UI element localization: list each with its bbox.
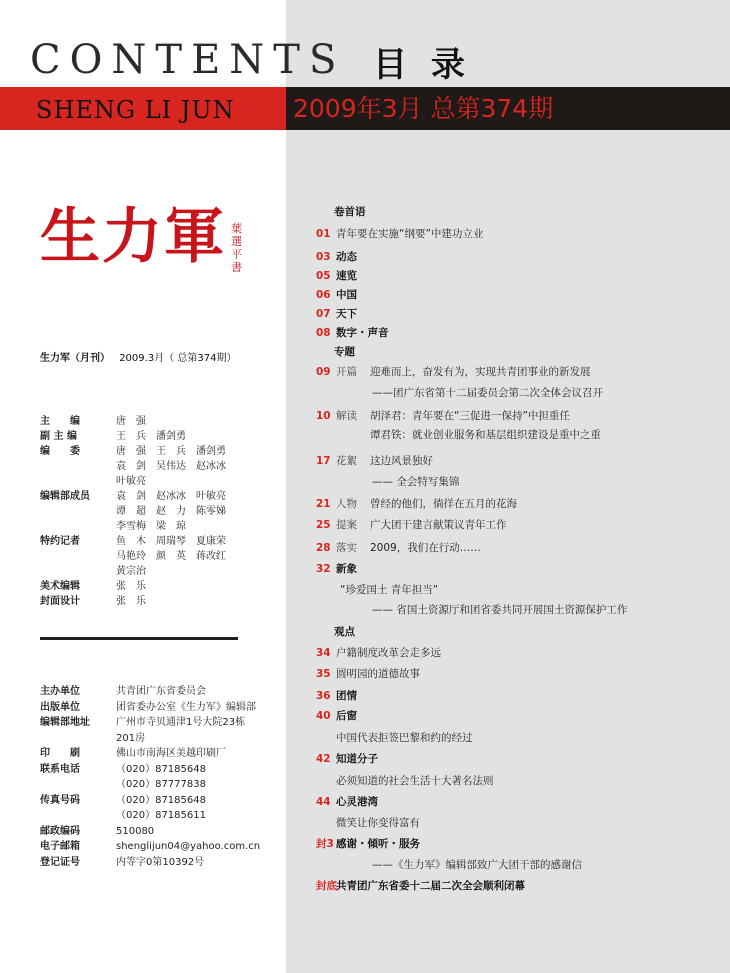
staff-name: 李雪梅 bbox=[116, 521, 146, 532]
toc-page-number: 21 bbox=[316, 498, 331, 510]
staff-name: 颜 英 bbox=[156, 551, 186, 562]
staff-name: 唐 强 bbox=[116, 416, 146, 427]
staff-name: 王 兵 bbox=[156, 446, 186, 457]
staff-name: 黄宗治 bbox=[116, 566, 146, 577]
staff-name: 袁 剑 bbox=[116, 461, 146, 472]
toc-title: 中国 bbox=[336, 289, 357, 301]
publisher-label: 电子邮箱 bbox=[40, 841, 80, 852]
toc-title: 速览 bbox=[336, 270, 357, 282]
staff-name: 赵冰冰 bbox=[196, 461, 226, 472]
toc-item bbox=[316, 454, 433, 468]
toc-sub bbox=[372, 475, 459, 489]
toc-sub bbox=[372, 858, 582, 872]
toc-title: 必须知道的社会生活十大著名法则 bbox=[336, 775, 494, 787]
staff-name: 赵 力 bbox=[156, 506, 186, 517]
toc-subtitle: —— 省国土资源厅和团省委共同开展国土资源保护工作 bbox=[372, 604, 628, 616]
contents-heading: CONTENTS bbox=[30, 37, 346, 83]
toc-item bbox=[316, 689, 357, 703]
publisher-value: （020）87777838 bbox=[116, 779, 206, 790]
publisher-value: 广州市寺贝通津1号大院23栋 bbox=[116, 717, 246, 728]
toc-page-number: 42 bbox=[316, 753, 331, 765]
toc-item bbox=[316, 227, 483, 241]
masthead-issue: 2009.3月（ 总第374期） bbox=[119, 353, 237, 364]
staff-name: 谭 超 bbox=[116, 506, 146, 517]
publisher-label: 编辑部地址 bbox=[40, 717, 90, 728]
staff-name: 周瑞琴 bbox=[156, 536, 186, 547]
toc-item bbox=[316, 250, 357, 264]
toc-item bbox=[316, 409, 570, 423]
logo-signature: 葉選平書 bbox=[231, 222, 242, 274]
staff-name: 王 兵 bbox=[116, 431, 146, 442]
toc-section-title: 观点 bbox=[334, 626, 355, 638]
staff-name: 潘剑勇 bbox=[156, 431, 186, 442]
staff-name: 梁 琼 bbox=[156, 521, 186, 532]
publisher-label: 印 刷 bbox=[40, 748, 80, 759]
staff-name: 袁 剑 bbox=[116, 491, 146, 502]
publisher-value: （020）87185648 bbox=[116, 763, 206, 775]
toc-item bbox=[316, 497, 517, 511]
toc-page-number: 32 bbox=[316, 563, 331, 575]
toc-item bbox=[316, 646, 441, 660]
toc-cont bbox=[336, 731, 473, 745]
staff-name: 吴伟达 bbox=[156, 461, 186, 472]
toc-item bbox=[316, 752, 378, 766]
toc-item bbox=[316, 288, 357, 302]
toc-quote: “珍爱国土 青年担当” bbox=[340, 584, 439, 596]
toc-section-title: 卷首语 bbox=[334, 206, 366, 218]
toc-cont bbox=[370, 428, 601, 442]
toc-page-number: 封3 bbox=[316, 838, 334, 850]
toc-title: 广大团干建言献策议青年工作 bbox=[370, 519, 507, 531]
toc-item bbox=[316, 562, 357, 576]
staff-name: 陈零娣 bbox=[196, 506, 226, 517]
toc-title: 谭君铁：就业创业服务和基层组织建设是重中之重 bbox=[370, 429, 601, 441]
issue-label: 2009年3月 总第374期 bbox=[293, 94, 554, 123]
staff-name: 鱼 木 bbox=[116, 536, 146, 547]
toc-title: 微笑让你变得富有 bbox=[336, 817, 420, 829]
toc-section bbox=[334, 345, 355, 359]
toc-cont bbox=[336, 816, 420, 830]
toc-title: 中国代表拒签巴黎和约的经过 bbox=[336, 732, 473, 744]
publisher-value: 510080 bbox=[116, 825, 155, 837]
toc-page-number: 09 bbox=[316, 366, 331, 378]
toc-title: 圆明园的道德故事 bbox=[336, 668, 420, 680]
toc-page-number: 06 bbox=[316, 289, 331, 301]
toc-item bbox=[316, 518, 507, 532]
publisher-value: 内等字0第10392号 bbox=[116, 856, 205, 868]
publisher-value: 201房 bbox=[116, 732, 146, 744]
staff-name: 马艳玲 bbox=[116, 551, 146, 562]
toc-page-number: 28 bbox=[316, 542, 331, 554]
publisher-value: （020）87185648 bbox=[116, 794, 206, 806]
toc-item bbox=[316, 541, 481, 555]
publisher-label: 传真号码 bbox=[40, 794, 80, 806]
toc-page-number: 07 bbox=[316, 308, 331, 320]
staff-label: 副 主 编 bbox=[40, 431, 77, 442]
toc-title: 新象 bbox=[336, 563, 357, 575]
toc-page-number: 44 bbox=[316, 796, 331, 808]
toc-title: 团情 bbox=[336, 690, 357, 702]
toc-page-number: 10 bbox=[316, 410, 331, 422]
toc-title: 感谢・倾听・服务 bbox=[336, 838, 420, 850]
toc-title: 心灵港湾 bbox=[336, 796, 378, 808]
toc-item bbox=[316, 326, 389, 340]
toc-column: 落实 bbox=[336, 542, 357, 554]
toc-page-number: 01 bbox=[316, 228, 331, 240]
toc-page-number: 03 bbox=[316, 251, 331, 263]
staff-label: 封面设计 bbox=[40, 596, 80, 607]
toc-title: 动态 bbox=[336, 251, 357, 263]
toc-column: 开篇 bbox=[336, 366, 357, 378]
publisher-label: 主办单位 bbox=[40, 686, 80, 697]
magazine-logo: 生力軍 bbox=[40, 202, 226, 272]
toc-title: 这边风景独好 bbox=[370, 455, 433, 467]
staff-name: 蒋改红 bbox=[196, 551, 226, 562]
publisher-label: 联系电话 bbox=[40, 763, 80, 775]
publisher-value: （020）87185611 bbox=[116, 810, 206, 821]
publisher-value: 佛山市南海区美越印刷厂 bbox=[116, 748, 226, 759]
toc-title: 数字・声音 bbox=[336, 327, 389, 339]
toc-subtitle: ——《生力军》编辑部致广大团干部的感谢信 bbox=[372, 859, 582, 871]
staff-name: 叶敏亮 bbox=[116, 476, 146, 487]
toc-subtitle: ——团广东省第十二届委员会第二次全体会议召开 bbox=[372, 387, 603, 399]
toc-title: 曾经的他们，徜徉在五月的花海 bbox=[370, 498, 517, 510]
publisher-label: 出版单位 bbox=[40, 701, 80, 713]
toc-sub bbox=[372, 386, 603, 400]
toc-title: 共青团广东省委十二届二次全会顺利闭幕 bbox=[336, 880, 525, 892]
publisher-label: 登记证号 bbox=[40, 856, 80, 868]
staff-name: 夏康荣 bbox=[196, 536, 226, 547]
toc-title: 天下 bbox=[336, 308, 357, 320]
toc-quote bbox=[340, 583, 438, 597]
staff-label: 主 编 bbox=[40, 416, 80, 427]
toc-page-number: 08 bbox=[316, 327, 331, 339]
magazine-name-en: SHENG LI JUN bbox=[36, 96, 235, 124]
staff-name: 赵冰冰 bbox=[156, 491, 186, 502]
staff-label: 美术编辑 bbox=[40, 581, 80, 592]
toc-title: 青年要在实施“纲要”中建功立业 bbox=[336, 228, 484, 240]
staff-label: 编 委 bbox=[40, 446, 80, 457]
staff-name: 叶敏亮 bbox=[196, 491, 226, 502]
toc-item bbox=[316, 837, 420, 851]
masthead-name: 生力军（月刊） bbox=[40, 353, 110, 364]
toc-title: 知道分子 bbox=[336, 753, 378, 765]
staff-name: 张 乐 bbox=[116, 596, 146, 607]
publisher-value: shenglijun04@yahoo.com.cn bbox=[116, 841, 261, 852]
toc-page-number: 17 bbox=[316, 455, 331, 467]
toc-section bbox=[334, 625, 355, 639]
toc-page-number: 25 bbox=[316, 519, 331, 531]
toc-item bbox=[316, 667, 420, 681]
publisher-value: 共青团广东省委员会 bbox=[116, 686, 206, 697]
toc-column: 提案 bbox=[336, 519, 357, 531]
toc-item bbox=[316, 709, 357, 723]
staff-label: 特约记者 bbox=[40, 536, 80, 547]
toc-item bbox=[316, 307, 357, 321]
toc-column: 人物 bbox=[336, 498, 357, 510]
toc-page-number: 35 bbox=[316, 668, 331, 680]
staff-label: 编辑部成员 bbox=[40, 491, 90, 502]
toc-section-title: 专题 bbox=[334, 346, 355, 358]
staff-name: 潘剑勇 bbox=[196, 446, 226, 457]
publisher-value: 团省委办公室《生力军》编辑部 bbox=[116, 701, 256, 713]
toc-page-number: 05 bbox=[316, 270, 331, 282]
toc-title: 2009，我们在行动…… bbox=[370, 542, 481, 554]
toc-sub bbox=[372, 603, 627, 617]
toc-page-number: 34 bbox=[316, 647, 331, 659]
toc-item bbox=[316, 879, 525, 893]
toc-section bbox=[334, 205, 366, 219]
toc-title: 后窗 bbox=[336, 710, 357, 722]
toc-column: 解读 bbox=[336, 410, 357, 422]
toc-title: 户籍制度改革会走多远 bbox=[336, 647, 441, 659]
toc-item bbox=[316, 365, 591, 379]
toc-title: 胡泽君：青年要在“三促进一保持”中担重任 bbox=[370, 410, 570, 422]
toc-page-number: 36 bbox=[316, 690, 331, 702]
toc-item bbox=[316, 795, 378, 809]
toc-cont bbox=[336, 774, 494, 788]
toc-title: 迎难而上，奋发有为，实现共青团事业的新发展 bbox=[370, 366, 591, 378]
toc-subtitle: —— 全会特写集锦 bbox=[372, 476, 460, 488]
staff-name: 张 乐 bbox=[116, 581, 146, 592]
toc-page-number: 封底 bbox=[316, 880, 337, 892]
mulu-heading: 目 录 bbox=[373, 45, 471, 85]
toc-column: 花絮 bbox=[336, 455, 357, 467]
toc-item bbox=[316, 269, 357, 283]
staff-name: 唐 强 bbox=[116, 446, 146, 457]
toc-page-number: 40 bbox=[316, 710, 331, 722]
publisher-label: 邮政编码 bbox=[40, 825, 80, 837]
